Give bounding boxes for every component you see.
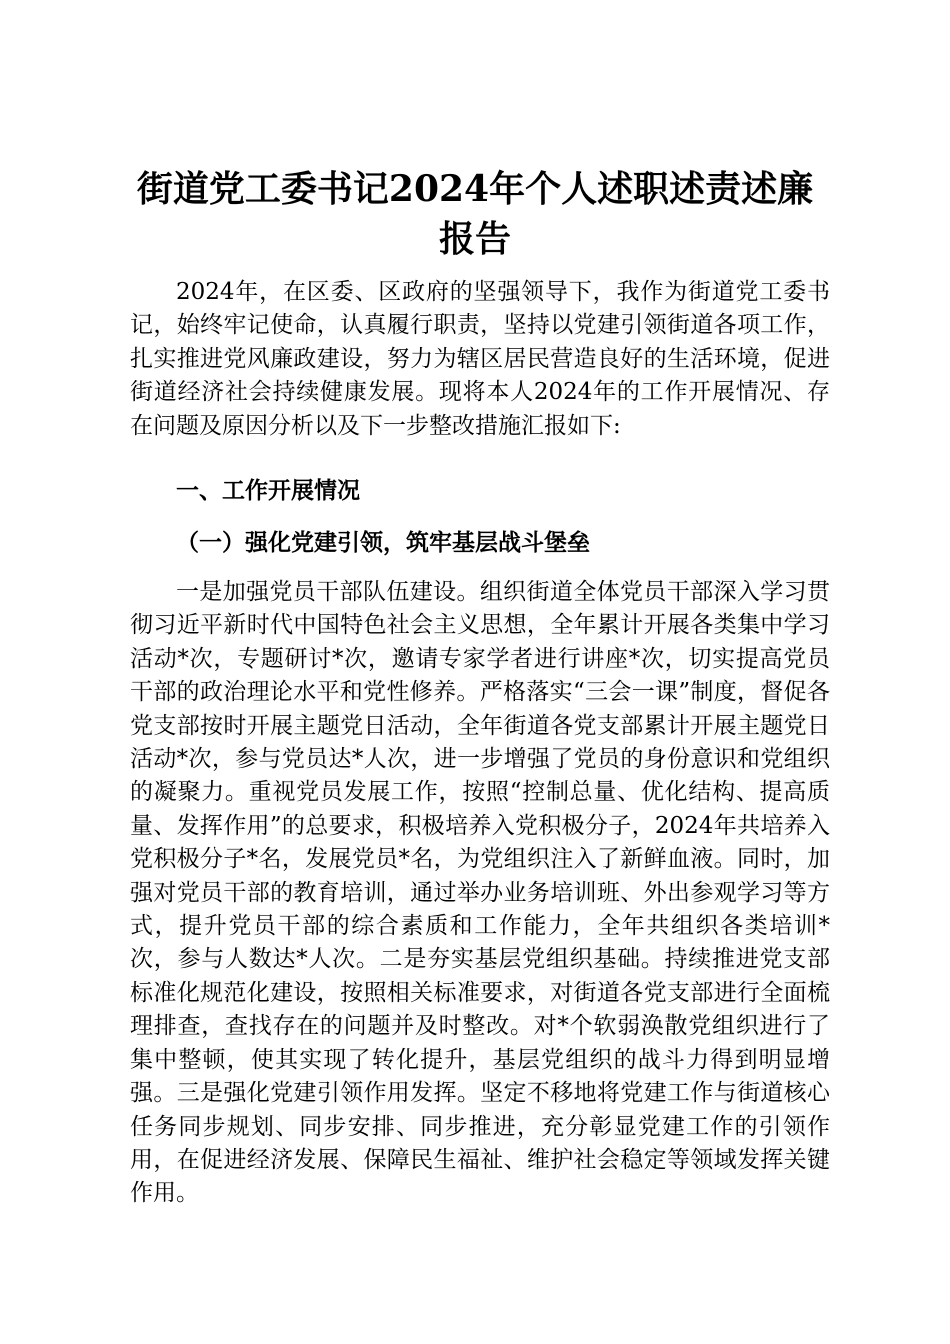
section-heading-work-overview: 一、工作开展情况 [176,478,360,504]
body-paragraph-party-building: 一是加强党员干部队伍建设。组织街道全体党员干部深入学习贯彻习近平新时代中国特色社会主义思想，全年累计开展各类集中学习活动*次，专题研讨*次，邀请专家学者进行讲座*次，切实提高党员干部的政治理论水平和党性修养。严格落实“三会一课”制度，督促各党支部按时开展主题党日活动，全年街道各党支部累计开展主题党日活动*次，参与党员达*人次，进一步增强了党员的身份意识和党组织的凝聚力。重视党员发展工作，按照“控制总量、优化结构、提高质量、发挥作用”的总要求，积极培养入党积极分子，2024年共培养入党积极分子*名，发展党员*名，为党组织注入了新鲜血液。同时，加强对党员干部的教育培训，通过举办业务培训班、外出参观学习等方式，提升党员干部的综合素质和工作能力，全年共组织各类培训*次，参与人数达*人次。二是夯实基层党组织基础。持续推进党支部标准化规范化建设，按照相关标准要求，对街道各党支部进行全面梳理排查，查找存在的问题并及时整改。对*个软弱涣散党组织进行了集中整顿，使其实现了转化提升，基层党组织的战斗力得到明显增强。三是强化党建引领作用发挥。坚定不移地将党建工作与街道核心任务同步规划、同步安排、同步推进，充分彰显党建工作的引领作用，在促进经济发展、保障民生福祉、维护社会稳定等领域发挥关键作用。 [130,579,830,1207]
document-title: 街道党工委书记2024年个人述职述责述廉报告 [136,168,814,260]
subsection-heading-party-building: （一）强化党建引领，筑牢基层战斗堡垒 [176,530,590,556]
intro-paragraph: 2024年，在区委、区政府的坚强领导下，我作为街道党工委书记，始终牢记使命，认真履行职责，坚持以党建引领街道各项工作，扎实推进党风廉政建设，努力为辖区居民营造良好的生活环境，促进街道经济社会持续健康发展。现将本人2024年的工作开展情况、存在问题及原因分析以及下一步整改措施汇报如下: [130,279,830,439]
